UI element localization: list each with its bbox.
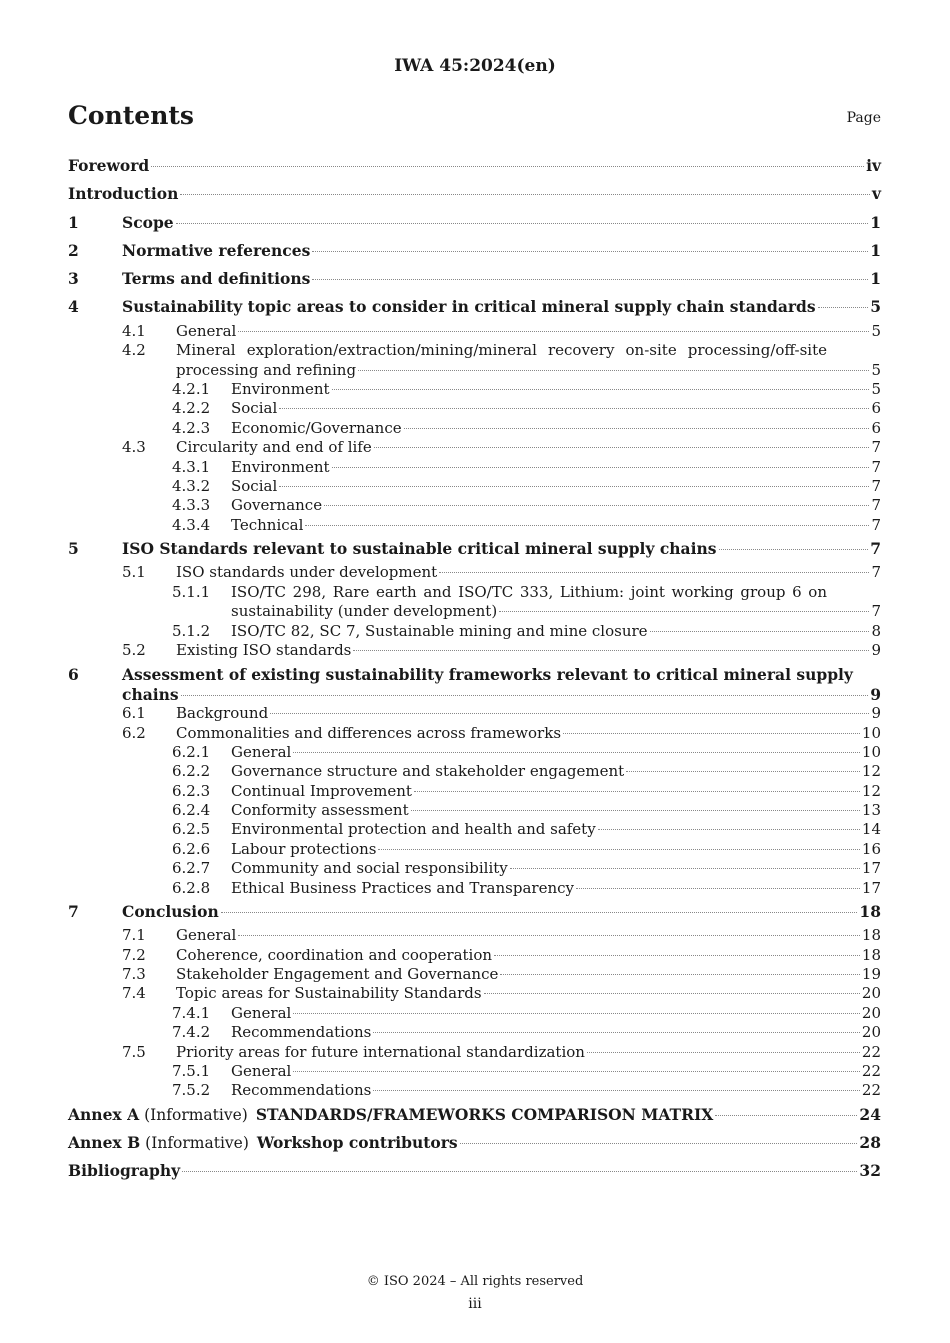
toc-label: Bibliography — [68, 1161, 181, 1181]
toc-label: Recommendations — [231, 1081, 372, 1100]
leader-dots — [270, 713, 869, 714]
toc-entry-bibliography[interactable] — [68, 1157, 881, 1185]
toc-page: 28 — [859, 1133, 881, 1153]
toc-entry-5[interactable] — [68, 535, 881, 563]
toc-entry-4-2[interactable] — [68, 341, 881, 380]
toc-entry-1[interactable] — [68, 209, 881, 237]
toc-number: 4.2.1 — [172, 379, 211, 398]
toc-entry-7-4[interactable] — [68, 984, 881, 1003]
toc-page: 1 — [870, 240, 881, 260]
toc-entry-6-2-4[interactable] — [68, 801, 881, 820]
toc-number: 4.2 — [122, 341, 146, 360]
toc-number: 4 — [68, 297, 79, 317]
toc-entry-7-5[interactable] — [68, 1043, 881, 1062]
toc-label: STANDARDS/FRAMEWORKS COMPARISON MATRIX — [255, 1104, 714, 1124]
toc-label: General — [176, 926, 237, 945]
leader-dots — [238, 935, 860, 936]
leader-dots — [719, 549, 869, 550]
leader-dots — [176, 223, 869, 224]
toc-entry-7-5-2[interactable] — [68, 1081, 881, 1100]
toc-label: Priority areas for future international standardization — [176, 1042, 585, 1061]
toc-entry-5-1[interactable] — [68, 563, 881, 582]
toc-page: 18 — [859, 902, 881, 922]
toc-label: Environment — [231, 457, 330, 476]
leader-dots — [312, 251, 868, 252]
toc-page: 5 — [870, 297, 881, 317]
toc-number: 5 — [68, 539, 79, 559]
toc-entry-7-5-1[interactable] — [68, 1062, 881, 1081]
toc-label: Foreword — [68, 156, 150, 175]
toc-label: Stakeholder Engagement and Governance — [176, 965, 499, 984]
toc-number: 3 — [68, 269, 79, 289]
leader-dots — [439, 572, 869, 573]
toc-label-line1: Assessment of existing sustainability frameworks relevant to critical mineral supply — [122, 665, 853, 685]
toc-number: 4.3 — [122, 438, 146, 457]
toc-entry-6-2-5[interactable] — [68, 820, 881, 839]
toc-label: General — [231, 742, 292, 761]
toc-page: 9 — [871, 640, 881, 659]
toc-page: 9 — [871, 704, 881, 723]
toc-page: 16 — [861, 839, 881, 858]
toc-number: 6.2.8 — [172, 878, 211, 897]
toc-number: 6.2.7 — [172, 859, 211, 878]
leader-dots — [494, 955, 860, 956]
toc-label: Topic areas for Sustainability Standards — [176, 984, 482, 1003]
toc-number: 7.3 — [122, 965, 146, 984]
toc-label-line2: processing and refining — [176, 360, 357, 379]
toc-entry-7[interactable] — [68, 898, 881, 926]
toc-entry-6-2-8[interactable] — [68, 879, 881, 898]
toc-label: ISO standards under development — [176, 563, 438, 582]
annex-prefix: Annex A — [68, 1104, 140, 1124]
toc-number: 7.4 — [122, 984, 146, 1003]
toc-entry-6-2-2[interactable] — [68, 762, 881, 781]
toc-label: Sustainability topic areas to consider in critical mineral supply chain standards — [122, 297, 816, 317]
toc-label: Conformity assessment — [231, 801, 409, 820]
toc-page: 5 — [871, 321, 881, 340]
toc-number: 7.5.1 — [172, 1062, 211, 1081]
toc-label: Environmental protection and health and safety — [231, 820, 596, 839]
toc-page: 7 — [871, 457, 881, 476]
toc-label: Labour protections — [231, 839, 377, 858]
leader-dots — [332, 389, 870, 390]
toc-label-line1: Mineral exploration/extraction/mining/mineral recovery on-site processing/off-site — [176, 341, 827, 360]
toc-entry-annex-a[interactable] — [68, 1101, 881, 1129]
toc-number: 7.5.2 — [172, 1081, 211, 1100]
table-of-contents — [68, 152, 881, 1186]
toc-page: 20 — [861, 1023, 881, 1042]
toc-number: 5.1.1 — [172, 582, 211, 601]
toc-entry-4-1[interactable] — [68, 322, 881, 341]
toc-number: 6 — [68, 665, 79, 685]
toc-entry-4-3-2[interactable] — [68, 477, 881, 496]
toc-page: 8 — [871, 621, 881, 640]
toc-page: 7 — [871, 602, 881, 621]
toc-page: 22 — [861, 1062, 881, 1081]
toc-number: 4.3.1 — [172, 457, 211, 476]
toc-number: 4.1 — [122, 321, 146, 340]
leader-dots — [305, 525, 869, 526]
toc-page: 6 — [871, 418, 881, 437]
toc-entry-4[interactable] — [68, 293, 881, 321]
toc-label-line1: ISO/TC 298, Rare earth and ISO/TC 333, Lithium: joint working group 6 on — [231, 582, 827, 601]
leader-dots — [715, 1115, 857, 1116]
leader-dots — [374, 447, 870, 448]
toc-number: 6.2.2 — [172, 762, 211, 781]
toc-label: Terms and definitions — [122, 269, 311, 289]
toc-label: Technical — [231, 515, 304, 534]
toc-number: 7 — [68, 902, 79, 922]
page-number: iii — [468, 1296, 482, 1312]
document-header: IWA 45:2024(en) — [394, 56, 556, 76]
leader-dots — [293, 1071, 860, 1072]
annex-type: (Informative) — [144, 1105, 248, 1124]
toc-entry-6-1[interactable] — [68, 704, 881, 723]
leader-dots — [818, 307, 869, 308]
toc-label: Social — [231, 399, 278, 418]
toc-label: Governance — [231, 496, 323, 515]
leader-dots — [499, 611, 869, 612]
leader-dots — [182, 1171, 857, 1172]
toc-page: 6 — [871, 399, 881, 418]
leader-dots — [576, 888, 860, 889]
leader-dots — [404, 428, 870, 429]
toc-label: Ethical Business Practices and Transparency — [231, 878, 574, 897]
toc-number: 7.4.2 — [172, 1023, 211, 1042]
toc-page: 7 — [871, 496, 881, 515]
toc-number: 7.2 — [122, 945, 146, 964]
toc-number: 6.2.6 — [172, 839, 211, 858]
toc-label: Recommendations — [231, 1023, 372, 1042]
toc-entry-6-2-7[interactable] — [68, 859, 881, 878]
toc-page: iv — [866, 156, 881, 175]
leader-dots — [587, 1052, 860, 1053]
toc-entry-4-3-3[interactable] — [68, 496, 881, 515]
toc-number: 6.2.3 — [172, 781, 211, 800]
toc-number: 6.2.5 — [172, 820, 211, 839]
leader-dots — [180, 194, 870, 195]
toc-page: 13 — [861, 801, 881, 820]
toc-entry-3[interactable] — [68, 265, 881, 293]
toc-label: General — [231, 1003, 292, 1022]
leader-dots — [332, 467, 870, 468]
copyright-footer: © ISO 2024 – All rights reserved — [366, 1274, 584, 1289]
toc-page: 24 — [859, 1104, 881, 1124]
toc-label: ISO/TC 82, SC 7, Sustainable mining and mine closure — [231, 621, 648, 640]
toc-entry-2[interactable] — [68, 237, 881, 265]
toc-label: Social — [231, 476, 278, 495]
annex-prefix: Annex B — [68, 1133, 141, 1153]
toc-label: Workshop contributors — [256, 1133, 458, 1153]
toc-entry-7-1[interactable] — [68, 926, 881, 945]
toc-label-line2: chains — [122, 684, 179, 704]
toc-entry-6-2[interactable] — [68, 724, 881, 743]
toc-entry-4-3-4[interactable] — [68, 516, 881, 535]
toc-label: Existing ISO standards — [176, 640, 352, 659]
toc-number: 4.3.4 — [172, 515, 211, 534]
toc-number: 6.1 — [122, 704, 146, 723]
toc-number: 5.1.2 — [172, 621, 211, 640]
toc-entry-introduction[interactable] — [68, 180, 881, 208]
leader-dots — [279, 408, 869, 409]
toc-page: 12 — [861, 762, 881, 781]
toc-label: General — [176, 321, 237, 340]
toc-entry-6-2-1[interactable] — [68, 743, 881, 762]
toc-number: 4.2.2 — [172, 399, 211, 418]
toc-page: 12 — [861, 781, 881, 800]
leader-dots — [279, 486, 869, 487]
toc-entry-4-3[interactable] — [68, 438, 881, 457]
leader-dots — [221, 912, 858, 913]
toc-page: v — [871, 184, 881, 204]
toc-page: 10 — [861, 742, 881, 761]
toc-label: General — [231, 1062, 292, 1081]
toc-entry-7-4-2[interactable] — [68, 1023, 881, 1042]
toc-page: 10 — [861, 723, 881, 742]
toc-number: 6.2.1 — [172, 742, 211, 761]
toc-number: 2 — [68, 240, 79, 260]
toc-page: 7 — [870, 539, 881, 559]
leader-dots — [358, 370, 869, 371]
toc-page: 7 — [871, 438, 881, 457]
toc-page: 20 — [861, 984, 881, 1003]
toc-number: 6.2 — [122, 723, 146, 742]
toc-number: 4.3.3 — [172, 496, 211, 515]
leader-dots — [293, 1013, 860, 1014]
leader-dots — [353, 650, 869, 651]
toc-number: 7.1 — [122, 926, 146, 945]
toc-label: Continual Improvement — [231, 781, 412, 800]
toc-entry-6[interactable] — [68, 665, 881, 704]
toc-number: 5.2 — [122, 640, 146, 659]
toc-number: 6.2.4 — [172, 801, 211, 820]
toc-label: Introduction — [68, 184, 179, 204]
toc-entry-7-2[interactable] — [68, 946, 881, 965]
toc-label: Background — [176, 704, 269, 723]
toc-number: 7.5 — [122, 1042, 146, 1061]
leader-dots — [151, 166, 864, 167]
page-title: Contents — [68, 101, 195, 130]
toc-label: Scope — [122, 212, 174, 232]
page-column-label: Page — [846, 110, 881, 126]
toc-label: ISO Standards relevant to sustainable critical mineral supply chains — [122, 539, 717, 559]
leader-dots — [378, 849, 859, 850]
toc-number: 4.3.2 — [172, 476, 211, 495]
leader-dots — [598, 829, 860, 830]
leader-dots — [484, 993, 860, 994]
toc-label: Environment — [231, 379, 330, 398]
toc-entry-5-1-1[interactable] — [68, 583, 881, 622]
toc-label: Commonalities and differences across frameworks — [176, 723, 562, 742]
annex-type: (Informative) — [145, 1134, 249, 1153]
toc-label-line2: sustainability (under development) — [231, 602, 498, 621]
leader-dots — [563, 733, 860, 734]
toc-label: Governance structure and stakeholder engagement — [231, 762, 625, 781]
toc-page: 7 — [871, 515, 881, 534]
toc-page: 32 — [859, 1161, 881, 1181]
toc-entry-7-4-1[interactable] — [68, 1004, 881, 1023]
toc-label: Economic/Governance — [231, 418, 402, 437]
toc-page: 18 — [861, 945, 881, 964]
leader-dots — [181, 695, 869, 696]
toc-label: Circularity and end of life — [176, 438, 372, 457]
toc-entry-annex-b[interactable] — [68, 1129, 881, 1157]
toc-page: 5 — [871, 379, 881, 398]
leader-dots — [460, 1143, 858, 1144]
toc-entry-5-2[interactable] — [68, 641, 881, 660]
toc-number: 7.4.1 — [172, 1003, 211, 1022]
leader-dots — [293, 752, 860, 753]
leader-dots — [650, 631, 870, 632]
toc-page: 9 — [870, 684, 881, 704]
toc-page: 22 — [861, 1081, 881, 1100]
toc-page: 17 — [861, 878, 881, 897]
toc-entry-6-2-6[interactable] — [68, 840, 881, 859]
toc-entry-4-2-3[interactable] — [68, 419, 881, 438]
toc-label: Community and social responsibility — [231, 859, 508, 878]
toc-page: 20 — [861, 1003, 881, 1022]
toc-number: 5.1 — [122, 563, 146, 582]
leader-dots — [414, 791, 860, 792]
toc-page: 7 — [871, 563, 881, 582]
toc-entry-6-2-3[interactable] — [68, 782, 881, 801]
leader-dots — [373, 1090, 860, 1091]
leader-dots — [626, 771, 860, 772]
toc-number: 1 — [68, 212, 79, 232]
toc-page: 18 — [861, 926, 881, 945]
leader-dots — [238, 331, 869, 332]
toc-entry-4-3-1[interactable] — [68, 458, 881, 477]
toc-entry-4-2-1[interactable] — [68, 380, 881, 399]
toc-page: 5 — [871, 360, 881, 379]
leader-dots — [312, 279, 868, 280]
toc-page: 22 — [861, 1042, 881, 1061]
toc-page: 14 — [861, 820, 881, 839]
leader-dots — [500, 974, 860, 975]
leader-dots — [373, 1032, 860, 1033]
toc-entry-4-2-2[interactable] — [68, 399, 881, 418]
toc-entry-5-1-2[interactable] — [68, 622, 881, 641]
toc-page: 1 — [870, 212, 881, 232]
toc-entry-foreword[interactable] — [68, 152, 881, 180]
toc-page: 7 — [871, 476, 881, 495]
toc-page: 1 — [870, 269, 881, 289]
toc-entry-7-3[interactable] — [68, 965, 881, 984]
toc-label: Conclusion — [122, 902, 219, 922]
toc-number: 4.2.3 — [172, 418, 211, 437]
leader-dots — [324, 505, 869, 506]
toc-label: Normative references — [122, 240, 311, 260]
toc-page: 19 — [861, 965, 881, 984]
leader-dots — [510, 868, 860, 869]
toc-page: 17 — [861, 859, 881, 878]
leader-dots — [411, 810, 860, 811]
toc-label: Coherence, coordination and cooperation — [176, 945, 493, 964]
